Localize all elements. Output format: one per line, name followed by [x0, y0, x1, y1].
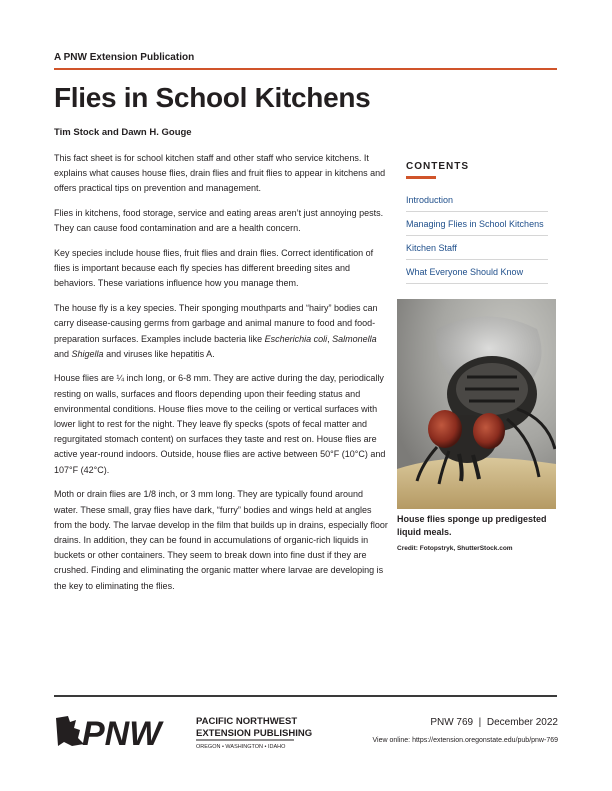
contents-accent-bar	[406, 176, 436, 179]
logo-line1: PACIFIC NORTHWEST	[196, 716, 298, 727]
house-fly-photo	[397, 299, 556, 509]
house-fly-illustration	[397, 299, 556, 509]
logo-mark: PNW	[82, 715, 162, 752]
series-label: A PNW Extension Publication	[54, 52, 195, 63]
paragraph-house-fly: The house fly is a key species. Their sponging mouthparts and “hairy” bodies can carry disease-causing germs from garbage and animal manure to food and food-preparation surfaces. Examples include bacteria like Escherichia coli, Salmonella and Shigella and viruses like hepatitis A.	[54, 303, 378, 359]
paragraph-species: Key species include house flies, fruit flies and drain flies. Correct identification of flies is important because each fly species has different breeding sites and behaviors. These variations influence how you manage them.	[54, 248, 374, 289]
authors: Tim Stock and Dawn H. Gouge	[54, 127, 192, 138]
footer-rule	[54, 695, 557, 697]
toc-link-what-everyone[interactable]: What Everyone Should Know	[406, 263, 548, 284]
pnw-logo	[54, 712, 314, 752]
figure-credit: Credit: Fotopstryk, ShutterStock.com	[397, 545, 513, 552]
paragraph-intro: This fact sheet is for school kitchen staff and other staff who service kitchens. It explains what causes house flies, drain flies and fruit flies to appear in kitchens and offers practical tips on prevention and management.	[54, 153, 386, 194]
pnw-logo-graphic	[54, 712, 314, 752]
toc-link-introduction[interactable]: Introduction	[406, 191, 548, 212]
figure-caption: House flies sponge up predigested liquid meals.	[397, 514, 547, 537]
logo-line2: EXTENSION PUBLISHING	[196, 728, 313, 739]
header-rule	[54, 68, 557, 70]
toc-link-managing-flies[interactable]: Managing Flies in School Kitchens	[406, 215, 548, 236]
toc-link-kitchen-staff[interactable]: Kitchen Staff	[406, 239, 548, 260]
term-shigella: Shigella	[71, 348, 104, 359]
paragraph-house-fly-size: House flies are ¼ inch long, or 6-8 mm. They are active during the day, periodically resting on walls, surfaces and floors depending upon their feeding status and environmental conditions. House flies move to the ceiling or vertical surfaces with lower light to rest for the night. They leave fly specks (spots of fecal matter and regurgitated stomach content) on surfaces they taste and rest on. House flies are active year-round indoors. Outside, house flies are active between 50°F (10°C) and 107°F (42°C).	[54, 373, 386, 475]
term-salmonella: Salmonella	[332, 333, 377, 344]
publication-number: PNW 769 | December 2022	[430, 717, 558, 728]
contents-heading: CONTENTS	[406, 161, 469, 172]
term-ecoli: Escherichia coli	[264, 333, 328, 344]
page-title: Flies in School Kitchens	[54, 82, 371, 113]
view-online-link[interactable]: View online: https://extension.oregonstate.edu/pub/pnw-769	[372, 737, 558, 744]
paragraph-drain-fly: Moth or drain flies are 1/8 inch, or 3 mm long. They are typically found around water. These small, gray flies have dark, “furry” bodies and wings held at angles from the body. The larvae develop in the film that builds up in drains, especially floor drains. In addition, they can be found in accumulations of organic-rich liquids in buckets or other containers. They seem to break down into fine dust if they are crushed. Finding and eliminating the organic matter where larvae are developing is the key to eliminating the flies.	[54, 489, 388, 591]
logo-states: OREGON • WASHINGTON • IDAHO	[196, 744, 286, 750]
paragraph-concern: Flies in kitchens, food storage, service and eating areas aren’t just annoying pests. They can cause food contamination and are a health concern.	[54, 208, 384, 234]
contents-box	[406, 161, 548, 284]
